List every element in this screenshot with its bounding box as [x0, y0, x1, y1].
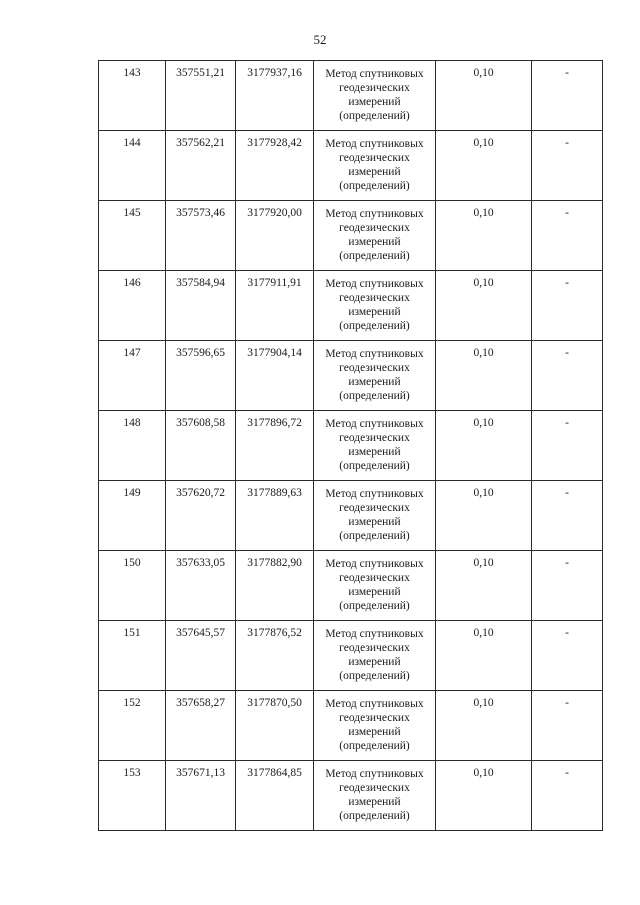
- method-line: (определений): [339, 530, 410, 542]
- method-line: геодезических: [339, 782, 410, 794]
- method-line: Метод спутниковых: [325, 768, 424, 780]
- table-row: [99, 551, 603, 621]
- coordinate-y-cell: 3177870,50: [236, 691, 314, 761]
- method-line: (определений): [339, 110, 410, 122]
- extra-cell: -: [532, 481, 603, 551]
- coordinate-x-cell: 357573,46: [166, 201, 236, 271]
- method-line: Метод спутниковых: [325, 488, 424, 500]
- method-line: Метод спутниковых: [325, 278, 424, 290]
- point-number-cell: 148: [99, 411, 166, 481]
- point-number-cell: 143: [99, 61, 166, 131]
- coordinate-x-cell: 357551,21: [166, 61, 236, 131]
- extra-cell: -: [532, 341, 603, 411]
- method-line: Метод спутниковых: [325, 628, 424, 640]
- table-row: [99, 411, 603, 481]
- coordinate-x-cell: 357584,94: [166, 271, 236, 341]
- method-line: измерений: [348, 446, 401, 458]
- method-line: геодезических: [339, 222, 410, 234]
- precision-cell: 0,10: [436, 271, 532, 341]
- method-line: геодезических: [339, 642, 410, 654]
- precision-cell: 0,10: [436, 621, 532, 691]
- method-line: геодезических: [339, 152, 410, 164]
- point-number-cell: 146: [99, 271, 166, 341]
- table-row: [99, 761, 603, 831]
- method-cell: [314, 621, 436, 691]
- point-number-cell: 147: [99, 341, 166, 411]
- coordinate-x-cell: 357620,72: [166, 481, 236, 551]
- method-cell: [314, 691, 436, 761]
- method-line: Метод спутниковых: [325, 698, 424, 710]
- coordinate-y-cell: 3177889,63: [236, 481, 314, 551]
- extra-cell: -: [532, 271, 603, 341]
- extra-cell: -: [532, 411, 603, 481]
- method-line: Метод спутниковых: [325, 208, 424, 220]
- coordinates-table-body: [99, 61, 603, 831]
- method-cell: [314, 201, 436, 271]
- method-line: геодезических: [339, 362, 410, 374]
- coordinate-x-cell: 357562,21: [166, 131, 236, 201]
- coordinate-y-cell: 3177864,85: [236, 761, 314, 831]
- coordinates-table: [98, 60, 603, 831]
- precision-cell: 0,10: [436, 201, 532, 271]
- coordinate-y-cell: 3177904,14: [236, 341, 314, 411]
- coordinate-x-cell: 357671,13: [166, 761, 236, 831]
- coordinate-x-cell: 357645,57: [166, 621, 236, 691]
- method-line: (определений): [339, 670, 410, 682]
- precision-cell: 0,10: [436, 481, 532, 551]
- table-row: [99, 481, 603, 551]
- extra-cell: -: [532, 551, 603, 621]
- method-line: (определений): [339, 460, 410, 472]
- coordinate-y-cell: 3177920,00: [236, 201, 314, 271]
- extra-cell: -: [532, 131, 603, 201]
- method-line: геодезических: [339, 572, 410, 584]
- method-cell: [314, 271, 436, 341]
- method-line: Метод спутниковых: [325, 68, 424, 80]
- method-line: измерений: [348, 656, 401, 668]
- method-cell: [314, 131, 436, 201]
- precision-cell: 0,10: [436, 131, 532, 201]
- method-line: измерений: [348, 306, 401, 318]
- method-cell: [314, 761, 436, 831]
- method-line: Метод спутниковых: [325, 348, 424, 360]
- method-line: измерений: [348, 586, 401, 598]
- coordinate-x-cell: 357596,65: [166, 341, 236, 411]
- table-row: [99, 61, 603, 131]
- coordinate-y-cell: 3177882,90: [236, 551, 314, 621]
- method-line: Метод спутниковых: [325, 558, 424, 570]
- extra-cell: -: [532, 61, 603, 131]
- table-row: [99, 341, 603, 411]
- method-line: измерений: [348, 376, 401, 388]
- point-number-cell: 145: [99, 201, 166, 271]
- method-line: (определений): [339, 810, 410, 822]
- method-line: геодезических: [339, 82, 410, 94]
- method-line: измерений: [348, 516, 401, 528]
- table-row: [99, 201, 603, 271]
- extra-cell: -: [532, 691, 603, 761]
- coordinate-x-cell: 357633,05: [166, 551, 236, 621]
- coordinate-y-cell: 3177937,16: [236, 61, 314, 131]
- method-line: (определений): [339, 250, 410, 262]
- method-line: (определений): [339, 390, 410, 402]
- precision-cell: 0,10: [436, 761, 532, 831]
- method-line: Метод спутниковых: [325, 418, 424, 430]
- extra-cell: -: [532, 621, 603, 691]
- precision-cell: 0,10: [436, 551, 532, 621]
- extra-cell: -: [532, 761, 603, 831]
- point-number-cell: 151: [99, 621, 166, 691]
- method-line: (определений): [339, 600, 410, 612]
- method-line: (определений): [339, 320, 410, 332]
- table-row: [99, 271, 603, 341]
- point-number-cell: 150: [99, 551, 166, 621]
- method-cell: [314, 61, 436, 131]
- coordinate-x-cell: 357608,58: [166, 411, 236, 481]
- coordinate-y-cell: 3177928,42: [236, 131, 314, 201]
- method-line: (определений): [339, 180, 410, 192]
- precision-cell: 0,10: [436, 341, 532, 411]
- method-cell: [314, 481, 436, 551]
- method-line: измерений: [348, 726, 401, 738]
- page-number: 52: [313, 32, 327, 47]
- extra-cell: -: [532, 201, 603, 271]
- coordinate-x-cell: 357658,27: [166, 691, 236, 761]
- point-number-cell: 152: [99, 691, 166, 761]
- method-line: геодезических: [339, 712, 410, 724]
- table-row: [99, 691, 603, 761]
- point-number-cell: 153: [99, 761, 166, 831]
- method-line: измерений: [348, 796, 401, 808]
- method-line: Метод спутниковых: [325, 138, 424, 150]
- precision-cell: 0,10: [436, 411, 532, 481]
- method-line: (определений): [339, 740, 410, 752]
- coordinate-y-cell: 3177911,91: [236, 271, 314, 341]
- method-cell: [314, 551, 436, 621]
- precision-cell: 0,10: [436, 61, 532, 131]
- method-cell: [314, 411, 436, 481]
- method-line: измерений: [348, 96, 401, 108]
- table-row: [99, 131, 603, 201]
- coordinate-y-cell: 3177876,52: [236, 621, 314, 691]
- method-line: измерений: [348, 236, 401, 248]
- method-line: геодезических: [339, 502, 410, 514]
- point-number-cell: 149: [99, 481, 166, 551]
- method-cell: [314, 341, 436, 411]
- coordinate-y-cell: 3177896,72: [236, 411, 314, 481]
- method-line: геодезических: [339, 432, 410, 444]
- point-number-cell: 144: [99, 131, 166, 201]
- method-line: геодезических: [339, 292, 410, 304]
- table-row: [99, 621, 603, 691]
- precision-cell: 0,10: [436, 691, 532, 761]
- method-line: измерений: [348, 166, 401, 178]
